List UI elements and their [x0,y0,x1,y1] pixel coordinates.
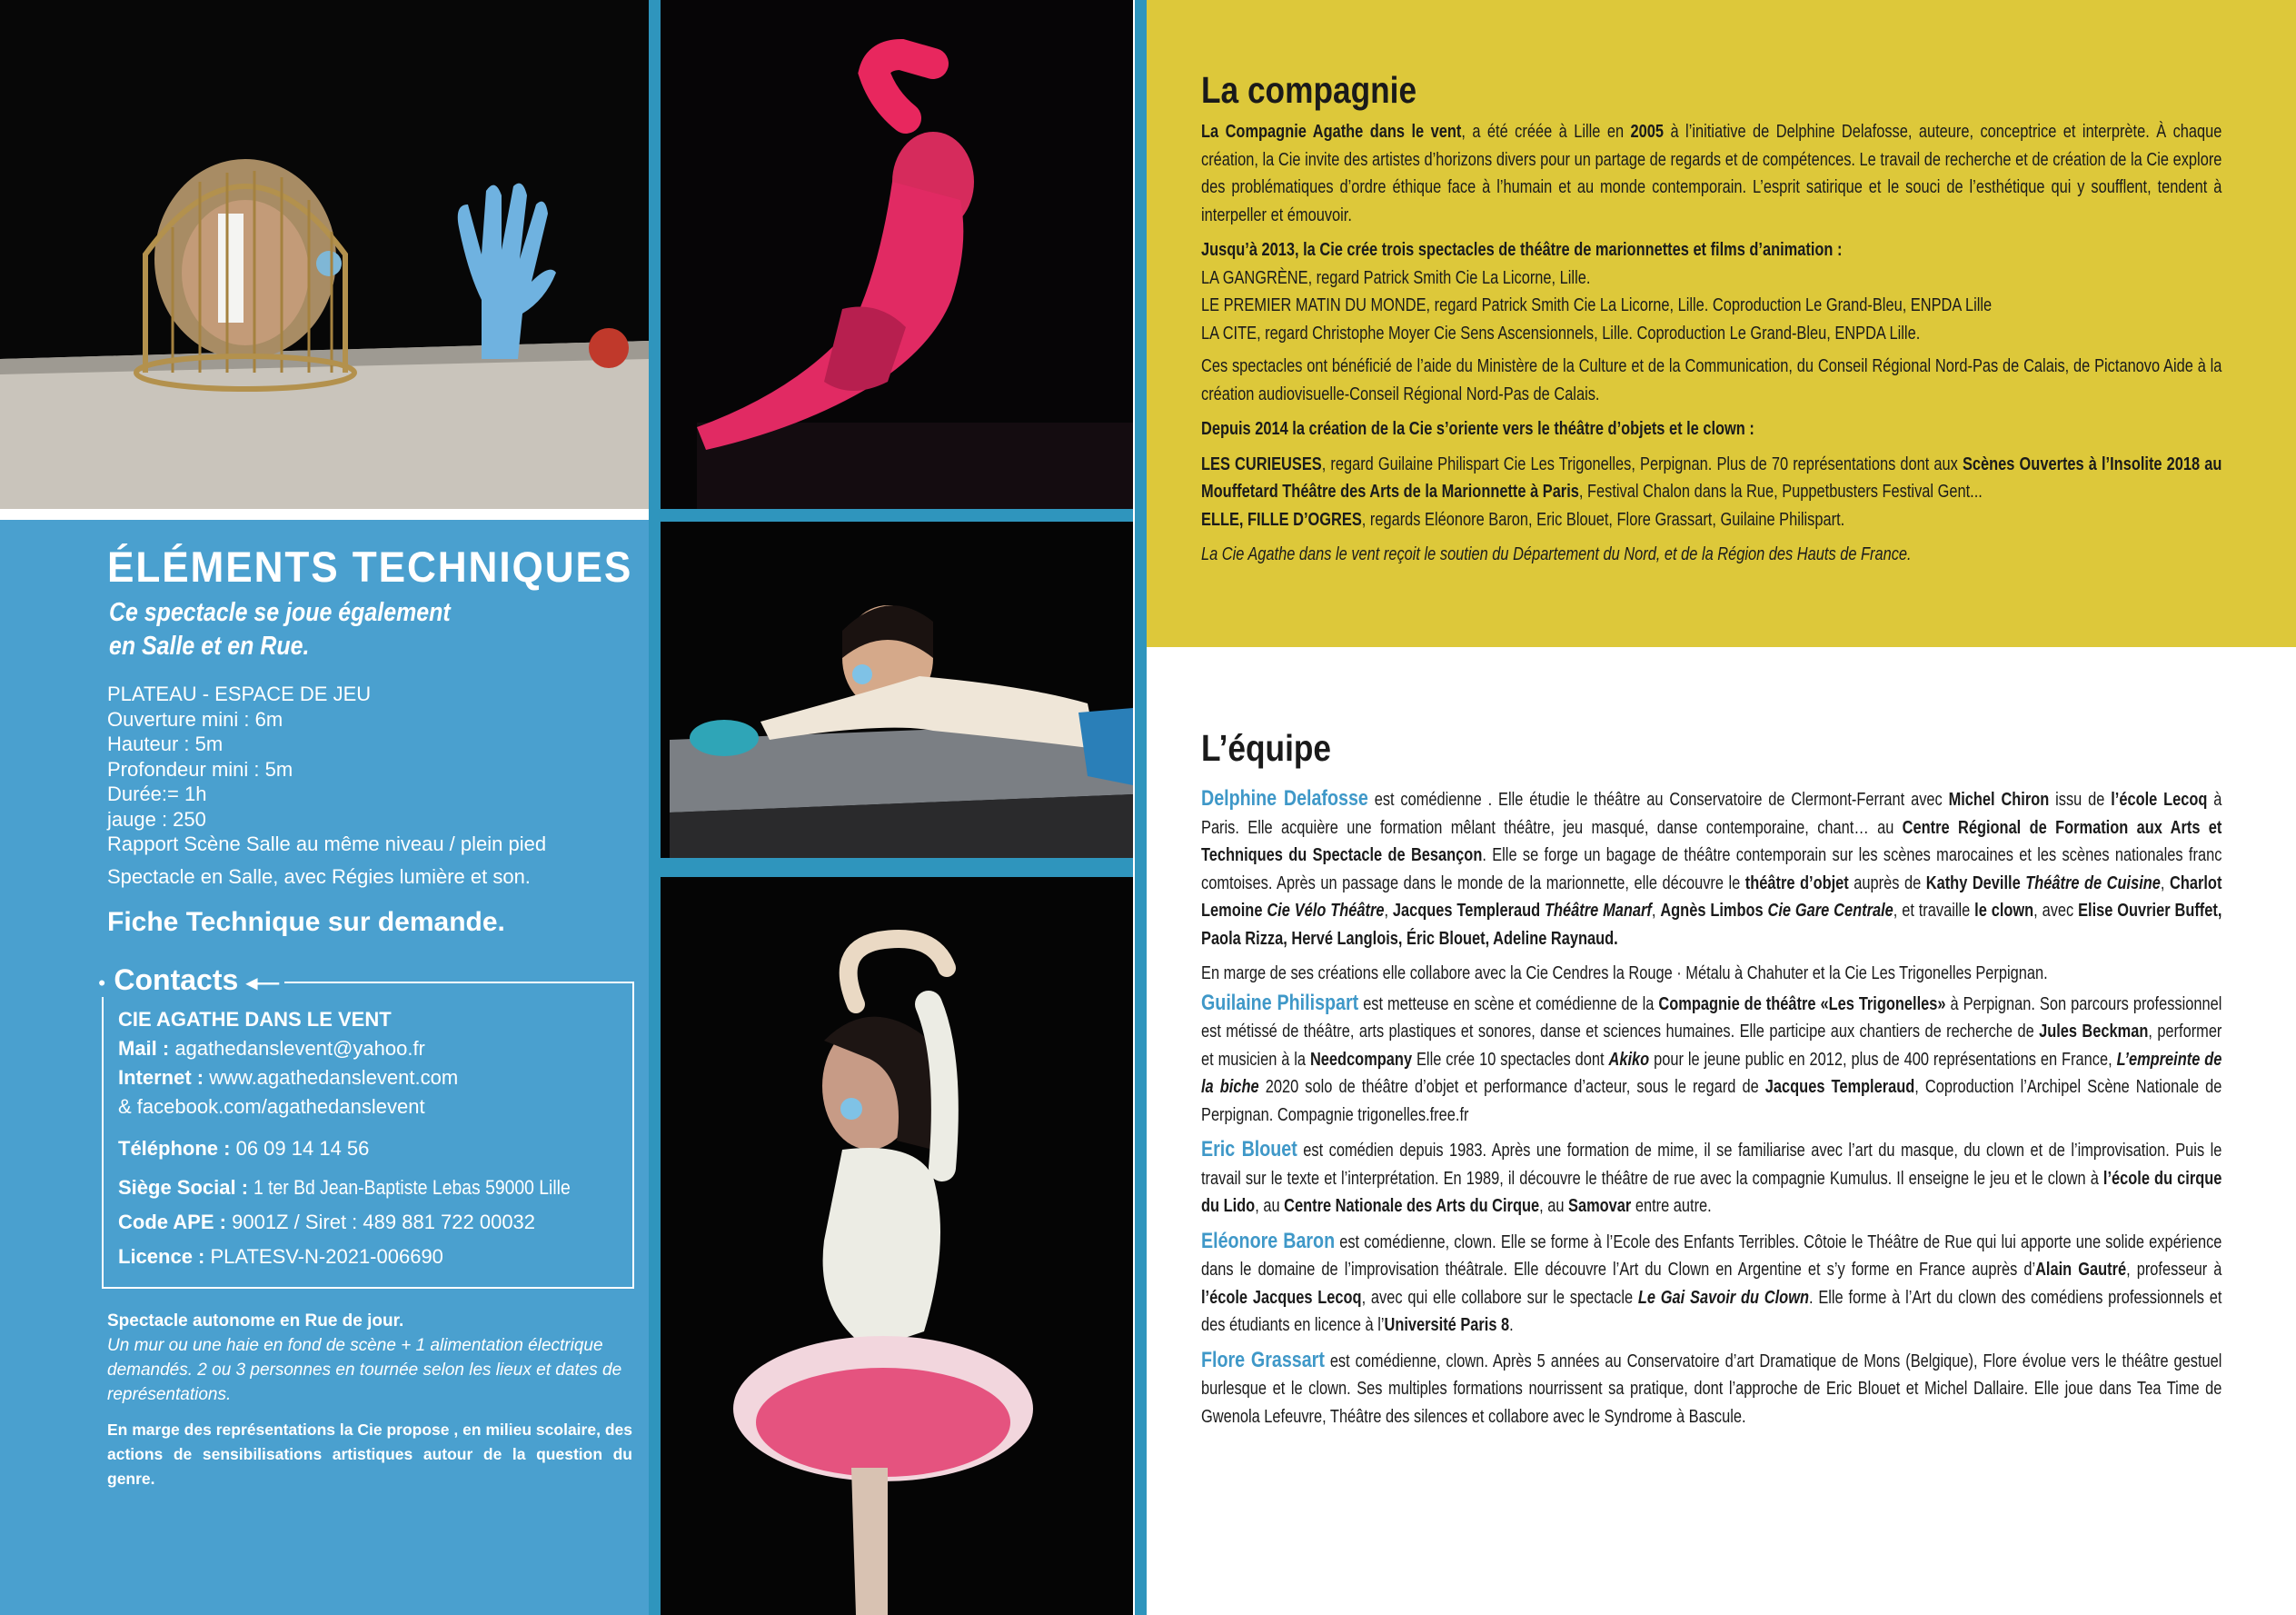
compagnie-paragraph: Depuis 2014 la création de la Cie s’oriente vers le théâtre d’objets et le clown : [1201,419,1754,439]
member-bio: Eric Blouet est comédien depuis 1983. Après une formation de mime, il se familiarise avec l’art du masque, du clown et de l’improvisation. Puis le travail sur le texte et l’interprétation. En 1989, il découvre le théâtre de rue avec la compagnie Kumulus. Il enseigne le jeu et le clown à l’école du cirque du Lido, au Centre Nationale des Arts du Cirque, au Samovar entre autre. [1201,1137,2222,1216]
accent-bar [661,858,1133,877]
tech-line: Durée:= 1h [107,783,207,805]
contacts-title-wrap: ● Contacts ◂— [93,963,284,997]
tech-line: Ouverture mini : 6m [107,707,283,731]
facebook-link[interactable]: & facebook.com/agathedanslevent [118,1095,425,1118]
member-bio: Delphine Delafosse est comédienne . Elle étudie le théâtre au Conservatoire de Clermont-Ferrant avec Michel Chiron issu de l’école Lecoq à Paris. Elle acquière une formation mêlant théâtre, jeu masqué, danse contemporaine, chant… au Centre Régional de Formation aux Arts et Techniques du Spectacle de Besançon. Elle se forge un bagage de théâtre contemporain sur les scènes marocaines et les scènes nationales franc comtoises. Après un passage dans le monde de la marionnette, elle découvre le théâtre d’objet auprès de Kathy Deville Théâtre de Cuisine, Charlot Lemoine Cie Vélo Théâtre, Jacques Templeraud Théâtre Manarf, Agnès Limbos Cie Gare Centrale, et travaille le clown, avec Elise Ouvrier Buffet, Paola Rizza, Hervé Langlois, Éric Blouet, Adeline Raynaud. [1201,786,2222,949]
tech-line: PLATEAU - ESPACE DE JEU [107,683,372,705]
compagnie-paragraph: Ces spectacles ont bénéficié de l’aide du Ministère de la Culture et de la Communication, du Conseil Régional Nord-Pas de Calais, de Pictanovo Aide à la création audiovisuelle-Conseil Régional Nord-Pas de Calais. [1201,356,2222,404]
tech-line: jauge : 250 [107,807,206,831]
member-bio: Flore Grassart est comédienne, clown. Après 5 années au Conservatoire d’art Dramatique de Mons (Belgique), Flore évolue vers le théâtre gestuel burlesque et le clown. Ses multiples formations nourrissent sa pratique, dont l’approche de Eric Blouet et Michel Dallaire. Elle joue dans Tea Time de Gwenola Lefeuvre, Théâtre des silences et collabore avec le Syndrome à Bascule. [1201,1347,2222,1427]
accent-bar [649,0,661,1615]
mail-value[interactable]: agathedanslevent@yahoo.fr [174,1037,425,1060]
internet-value[interactable]: www.agathedanslevent.com [209,1066,459,1089]
member-bio: En marge de ses créations elle collabore avec la Cie Cendres la Rouge · Métalu à Chahuter et la Cie Les Trigonelles Perpignan. [1201,963,2048,983]
rue-marge: En marge des représentations la Cie propose , en milieu scolaire, des actions de sensibilisations artistiques autour de la question du genre. [107,1421,632,1488]
compagnie-title: La compagnie [1201,69,1417,111]
compagnie-paragraph: Jusqu’à 2013, la Cie crée trois spectacles de théâtre de marionnettes et films d’animation : LA GANGRÈNE, regard Patrick Smith Cie La Licorne, Lille. LE PREMIER MATIN DU MONDE, regard Patrick Smith Cie La Licorne, Lille. Coproduction Le Grand-Bleu, ENPDA Lille LA CITE, regard Christophe Moyer Cie Sens Ascensionnels, Lille. Coproduction Le Grand-Bleu, ENPDA Lille. [1201,240,1993,344]
internet-label: Internet : [118,1066,204,1089]
tech-line: Rapport Scène Salle au même niveau / plein pied [107,832,547,855]
photo-pink-performer [661,0,1133,509]
photo-bird-cage [0,0,649,509]
compagnie-section [1147,0,2296,647]
technical-subtitle: en Salle et en Rue. [109,632,310,661]
photo-table-performer [661,522,1133,858]
ape-label: Code APE : [118,1211,226,1233]
technical-subtitle: Ce spectacle se joue également [109,598,451,627]
equipe-title: L’équipe [1201,727,1332,769]
rue-description: Un mur ou une haie en fond de scène + 1 alimentation électrique demandés. 2 ou 3 personnes en tournée selon les lieux et dates de représentations. [107,1336,622,1404]
accent-bar [661,509,1133,522]
accent-bar [1135,0,1147,1615]
tech-line: Profondeur mini : 5m [107,757,293,781]
licence-value: PLATESV-N-2021-006690 [210,1245,443,1268]
compagnie-paragraph: ELLE, FILLE D’OGRES, regards Eléonore Baron, Eric Blouet, Flore Grassart, Guilaine Philispart. [1201,509,1845,530]
contact-company: CIE AGATHE DANS LE VENT [118,1008,392,1031]
licence-label: Licence : [118,1245,205,1268]
member-bio: Eléonore Baron est comédienne, clown. Elle se forme à l’Ecole des Enfants Terribles. Côtoie le Théâtre de Rue qui lui apporte une solide expérience dans le domaine de l’improvisation théâtrale. Elle découvre l’Art du Clown en Argentine et s’y forme en France auprès d’Alain Gautré, professeur à l’école Jacques Lecoq, avec qui elle collabore sur le spectacle Le Gai Savoir du Clown. Elle forme à l’Art du clown des comédiens professionnels et des étudiants en licence à l’Université Paris 8. [1201,1228,2222,1335]
arrow-left-icon: ◂— [246,971,280,995]
tech-line: Hauteur : 5m [107,733,224,755]
compagnie-paragraph: La Cie Agathe dans le vent reçoit le soutien du Département du Nord, et de la Région des Hauts de France. [1201,544,1912,564]
contacts-title: Contacts [114,963,239,996]
photo-tutu-performer [661,877,1133,1615]
rue-title: Spectacle autonome en Rue de jour. [107,1311,404,1331]
salle-note: Spectacle en Salle, avec Régies lumière et son. [107,864,531,888]
tel-label: Téléphone : [118,1137,231,1160]
technical-title: ÉLÉMENTS TECHNIQUES [107,543,633,591]
mail-label: Mail : [118,1037,170,1060]
compagnie-paragraph: LES CURIEUSES, regard Guilaine Philispart Cie Les Trigonelles, Perpignan. Plus de 70 représentations dont aux Scènes Ouvertes à l’Insolite 2018 au Mouffetard Théâtre des Arts de la Marionnette à Paris, Festival Chalon dans la Rue, Puppetbusters Festival Gent... [1201,454,2222,502]
fiche-technique: Fiche Technique sur demande. [107,907,505,937]
equipe-section [1147,647,2296,1615]
tel-value: 06 09 14 14 56 [235,1137,370,1160]
siege-value: 1 ter Bd Jean-Baptiste Lebas 59000 Lille [253,1176,571,1199]
member-bio: Guilaine Philispart est metteuse en scène et comédienne de la Compagnie de théâtre «Les Trigonelles» à Perpignan. Son parcours professionnel est métissé de théâtre, arts plastiques et sonores, danse et sciences humaines. Elle participe aux chantiers de recherche de Jules Beckman, performer et musicien à la Needcompany Elle crée 10 spectacles dont Akiko pour le jeune public en 2012, plus de 400 représentations en France, L’empreinte de la biche 2020 solo de théâtre d’objet et performance d’acteur, sous le regard de Jacques Templeraud, Coproduction l’Archipel Scène Nationale de Perpignan. Compagnie trigonelles.free.fr [1201,990,2222,1125]
ape-value: 9001Z / Siret : 489 881 722 00032 [232,1211,536,1233]
compagnie-paragraph: La Compagnie Agathe dans le vent, a été créée à Lille en 2005 à l’initiative de Delphine Delafosse, auteure, conceptrice et interprète. À chaque création, la Cie invite des artistes d’horizons divers pour un partage de regards et de compétences. Le travail de recherche et de création de la Cie explore des problématiques d’ordre éthique face à l’humain et au monde contemporain. L’esprit satirique et le souci de l’esthétique qui y soufflent, tendent à interpeller et émouvoir. [1201,122,2222,225]
siege-label: Siège Social : [118,1176,249,1199]
technical-panel [0,520,649,1615]
